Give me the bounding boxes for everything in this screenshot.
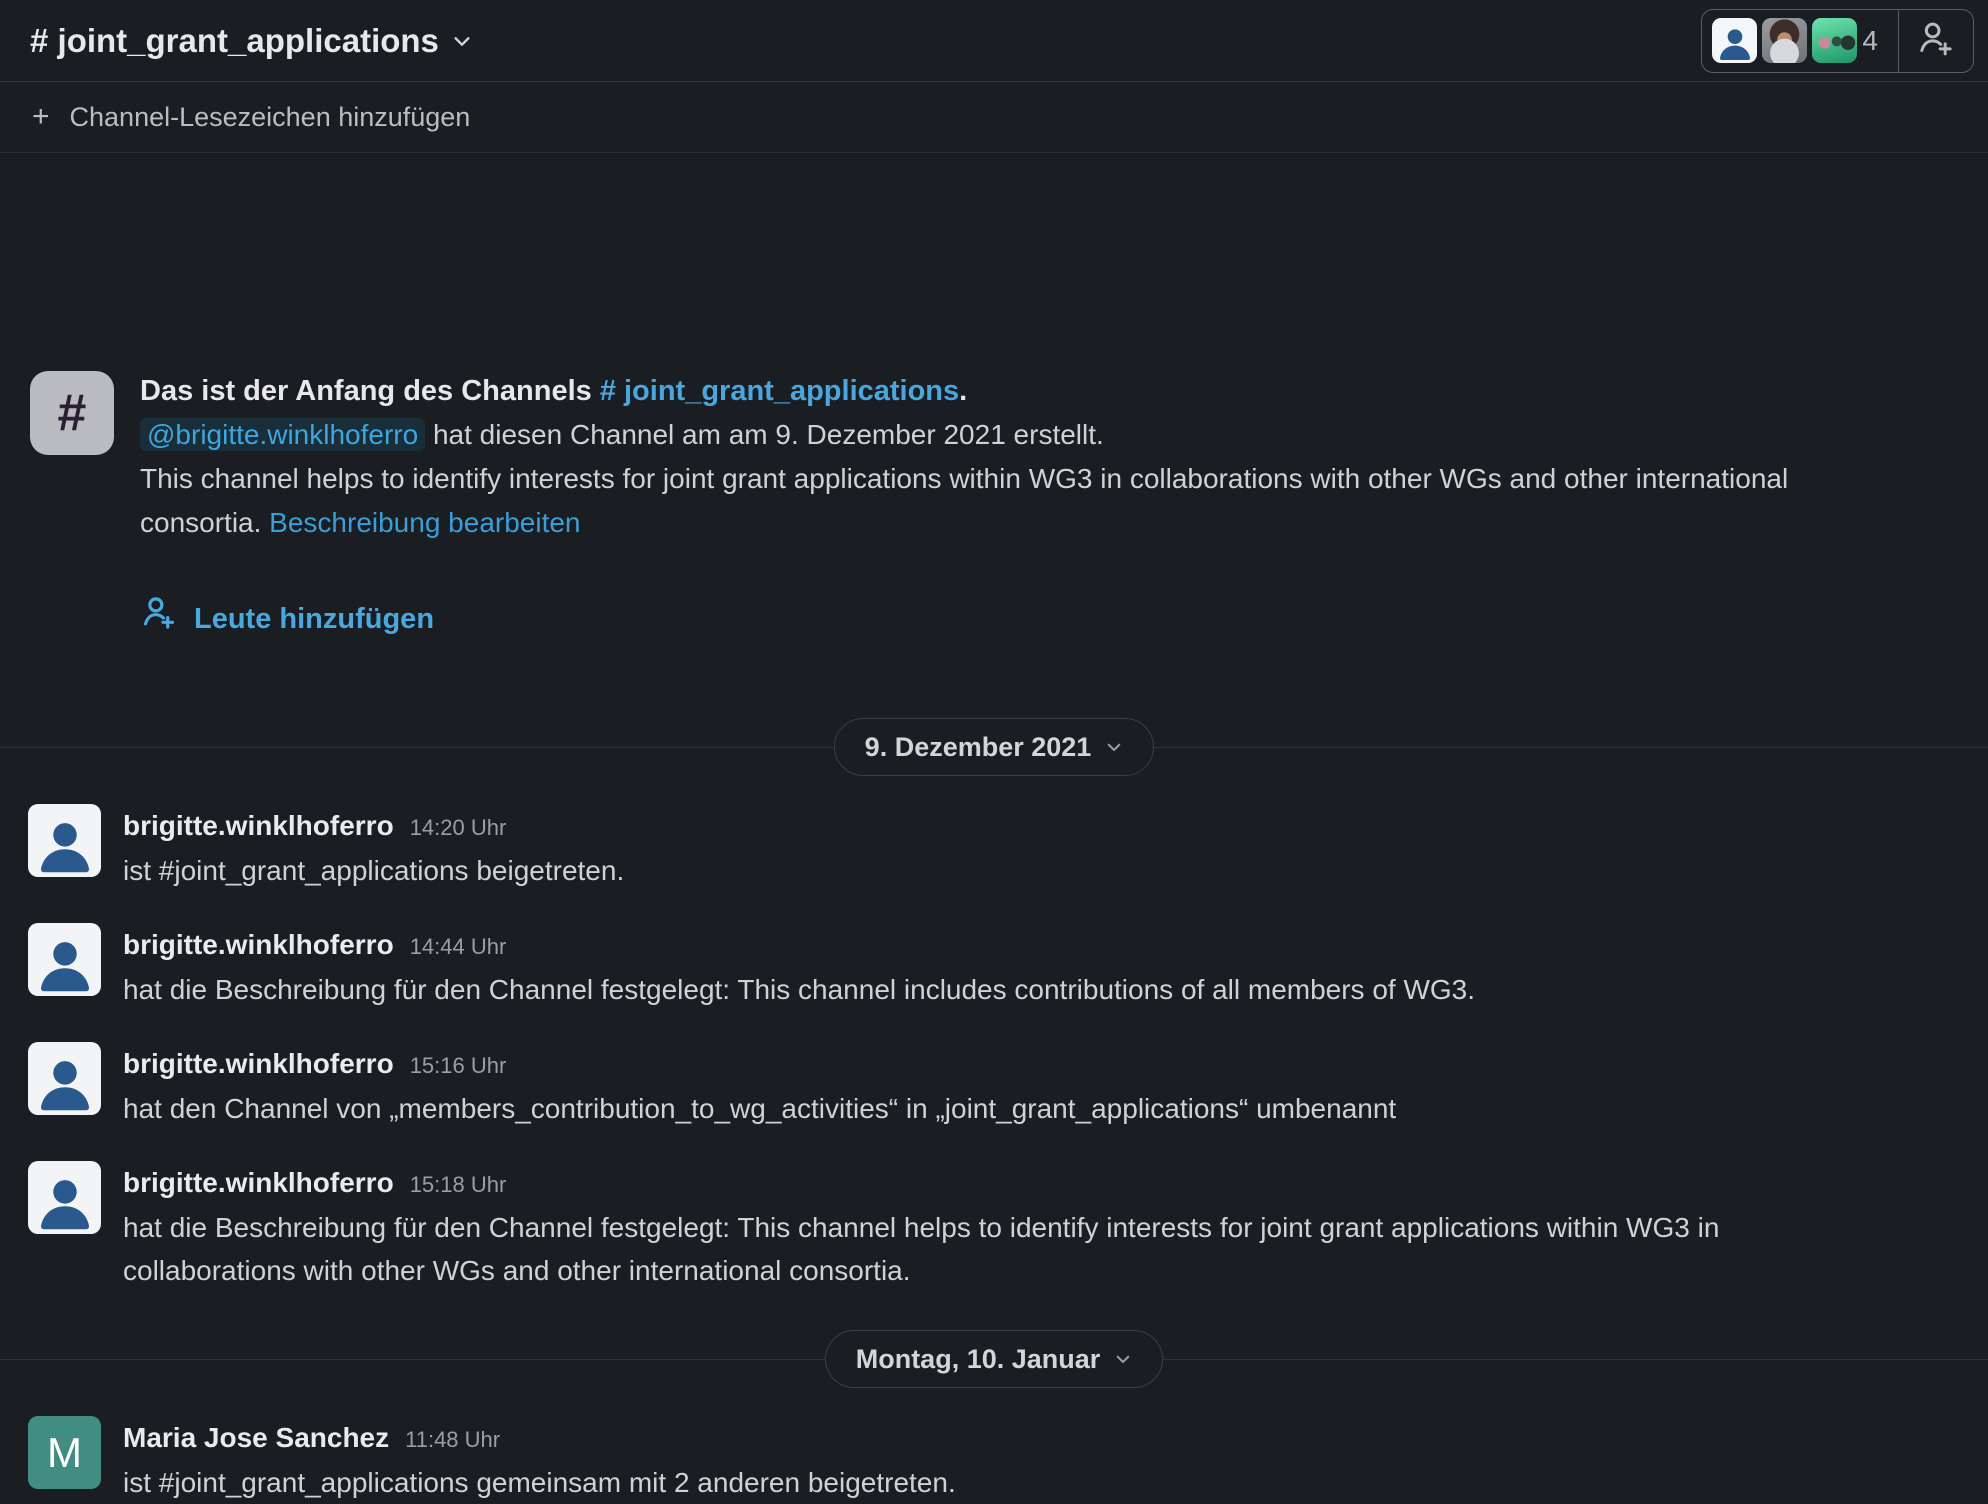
intro-created-line [140,413,1898,457]
add-person-icon [1916,18,1956,63]
chevron-down-icon [451,30,473,52]
avatar[interactable] [28,1161,101,1234]
hash-glyph: # [57,384,87,442]
avatar[interactable] [28,804,101,877]
date-pill-button[interactable] [834,718,1155,776]
message-list [0,804,1988,1292]
message-text: hat den Channel von „members_contribution_to_wg_activities“ in „joint_grant_applications“ umbenannt [123,1093,1397,1124]
message-timestamp[interactable]: 11:48 Uhr [405,1427,501,1452]
message-username[interactable]: brigitte.winklhoferro [123,1167,394,1198]
member-avatar-2 [1762,18,1807,63]
avatar[interactable] [28,1416,101,1489]
channel-title-button[interactable] [30,22,473,60]
intro-description [140,457,1898,545]
plus-icon: + [32,100,50,133]
message-username[interactable]: brigitte.winklhoferro [123,810,394,841]
edit-description-link[interactable]: Beschreibung bearbeiten [269,507,581,538]
message-username[interactable]: brigitte.winklhoferro [123,1048,394,1079]
message-username[interactable]: Maria Jose Sanchez [123,1422,390,1453]
add-bookmark-label: Channel-Lesezeichen hinzufügen [69,101,471,132]
intro-heading-suffix: . [959,375,968,407]
message-row [0,1042,1988,1130]
date-divider [0,718,1988,776]
date-label: Montag, 10. Januar [855,1343,1101,1374]
channel-header [0,0,1988,82]
avatar[interactable] [28,1042,101,1115]
message-username[interactable]: brigitte.winklhoferro [123,929,394,960]
member-avatar-3 [1812,18,1857,63]
channel-intro [30,369,1898,644]
intro-heading-prefix: Das ist der Anfang des Channels [140,375,600,407]
member-count: 4 [1862,24,1878,56]
message-timestamp[interactable]: 14:20 Uhr [409,815,507,840]
message-text: ist #joint_grant_applications beigetreten. [123,855,625,886]
member-avatars[interactable] [1702,10,1898,72]
hash-icon [30,371,114,455]
avatar-initial: M [47,1428,82,1476]
channel-title: # joint_grant_applications [30,21,439,59]
chevron-down-icon [1114,1350,1132,1368]
date-label: 9. Dezember 2021 [864,731,1092,762]
date-divider [0,1330,1988,1388]
member-cluster[interactable] [1701,9,1974,73]
date-pill-button[interactable] [825,1330,1164,1388]
add-people-label: Leute hinzufügen [194,602,435,635]
add-person-button[interactable] [1899,10,1973,72]
member-avatar-1 [1712,18,1757,63]
message-text: hat die Beschreibung für den Channel festgelegt: This channel helps to identify interests for joint grant applications within WG3 in collaborations with other WGs and other international consortia. [123,1212,1720,1286]
intro-heading [140,369,1898,413]
add-people-icon [140,593,178,644]
creator-mention[interactable]: @brigitte.winklhoferro [140,418,425,451]
message-text: hat die Beschreibung für den Channel festgelegt: This channel includes contributions of all members of WG3. [123,974,1476,1005]
message-list [0,1416,1988,1504]
intro-channel-link[interactable]: # joint_grant_applications [599,375,960,407]
message-text: ist #joint_grant_applications gemeinsam mit 2 anderen beigetreten. [123,1467,956,1498]
message-row [0,923,1988,1011]
avatar[interactable] [28,923,101,996]
message-timestamp[interactable]: 15:18 Uhr [409,1172,507,1197]
description-text: This channel helps to identify interests for joint grant applications within WG3 in collaborations with other WGs and other international consortia. [140,463,1789,538]
message-timestamp[interactable]: 15:16 Uhr [409,1053,507,1078]
message-timestamp[interactable]: 14:44 Uhr [409,934,507,959]
add-people-button[interactable] [140,593,1898,644]
message-row [0,804,1988,892]
add-bookmark-button[interactable] [0,82,1988,153]
chevron-down-icon [1105,738,1123,756]
message-row [0,1416,1988,1504]
created-text: hat diesen Channel am am 9. Dezember 2021 erstellt. [425,419,1104,450]
message-row [0,1161,1988,1292]
